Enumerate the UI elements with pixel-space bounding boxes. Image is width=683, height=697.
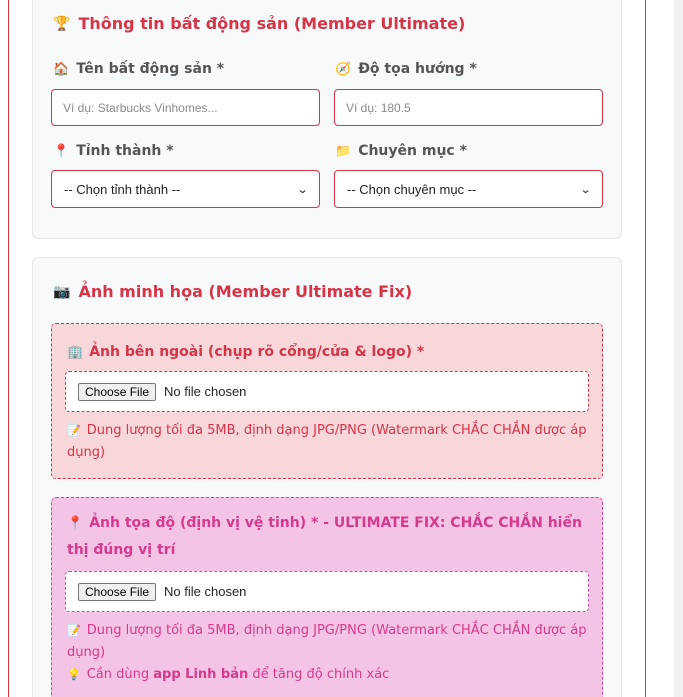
category-select[interactable] [334, 170, 603, 208]
lightbulb-icon: 💡 [67, 668, 81, 681]
tip-suffix: để tăng độ chính xác [252, 667, 390, 682]
coordinate-upload-tip [67, 664, 587, 686]
property-section-title-text: Thông tin bất động sản (Member Ultimate) [78, 14, 466, 33]
house-icon: 🏠 [53, 61, 70, 77]
building-icon: 🏢 [67, 345, 84, 360]
province-label [53, 143, 174, 159]
chevron-down-icon: ⌄ [296, 183, 309, 196]
coordinate-choose-file-button[interactable]: Choose File [78, 583, 156, 601]
coordinate-upload-box [51, 497, 603, 697]
property-name-label [53, 61, 224, 77]
province-select-value: -- Chọn tỉnh thành -- [64, 181, 181, 197]
tip-prefix: Cần dùng [86, 667, 150, 682]
image-section-title [53, 282, 412, 301]
heading-label-text: Độ tọa hướng * [358, 61, 477, 77]
coordinate-file-input[interactable] [65, 571, 589, 612]
chevron-down-icon: ⌄ [579, 183, 592, 196]
province-label-text: Tỉnh thành * [76, 143, 174, 159]
memo-icon: 📝 [67, 424, 81, 437]
trophy-icon: 🏆 [53, 15, 71, 32]
heading-label [335, 61, 477, 77]
category-label [335, 143, 467, 159]
image-section-card [32, 257, 622, 697]
scrollbar[interactable] [674, 0, 683, 697]
exterior-file-status: No file chosen [164, 384, 247, 399]
folder-icon: 📁 [335, 143, 352, 159]
coordinate-upload-label [67, 510, 587, 563]
property-name-input[interactable] [51, 89, 320, 126]
property-section-title [53, 14, 465, 33]
camera-icon: 📷 [53, 283, 71, 300]
province-select[interactable] [51, 170, 320, 208]
exterior-upload-box [51, 323, 603, 479]
pin-icon: 📍 [67, 516, 84, 531]
exterior-upload-hint-text: Dung lượng tối đa 5MB, định dạng JPG/PNG (Watermark CHẮC CHẮN được áp dụng) [67, 423, 587, 460]
exterior-upload-hint [67, 420, 587, 464]
exterior-choose-file-button[interactable]: Choose File [78, 383, 156, 401]
coordinate-upload-hint [67, 620, 587, 664]
exterior-upload-label-text: Ảnh bên ngoài (chụp rõ cổng/cửa & logo) * [89, 344, 425, 360]
image-section-title-text: Ảnh minh họa (Member Ultimate Fix) [78, 282, 413, 301]
exterior-file-input[interactable] [65, 371, 589, 412]
tip-app-name: app Linh bản [153, 667, 249, 682]
coordinate-upload-hint-text: Dung lượng tối đa 5MB, định dạng JPG/PNG (Watermark CHẮC CHẮN được áp dụng) [67, 623, 587, 660]
category-label-text: Chuyên mục * [358, 143, 467, 159]
property-name-label-text: Tên bất động sản * [76, 61, 225, 77]
compass-icon: 🧭 [335, 61, 352, 77]
heading-input[interactable] [334, 89, 603, 126]
pin-icon: 📍 [53, 143, 70, 159]
exterior-upload-label [67, 339, 587, 366]
coordinate-upload-label-text: Ảnh tọa độ (định vị vệ tinh) * - ULTIMATE FIX: CHẮC CHẮN hiển thị đúng vị trí [67, 515, 582, 558]
property-info-card [32, 0, 622, 239]
memo-icon: 📝 [67, 624, 81, 637]
coordinate-file-status: No file chosen [164, 584, 247, 599]
category-select-value: -- Chọn chuyên mục -- [347, 181, 477, 197]
